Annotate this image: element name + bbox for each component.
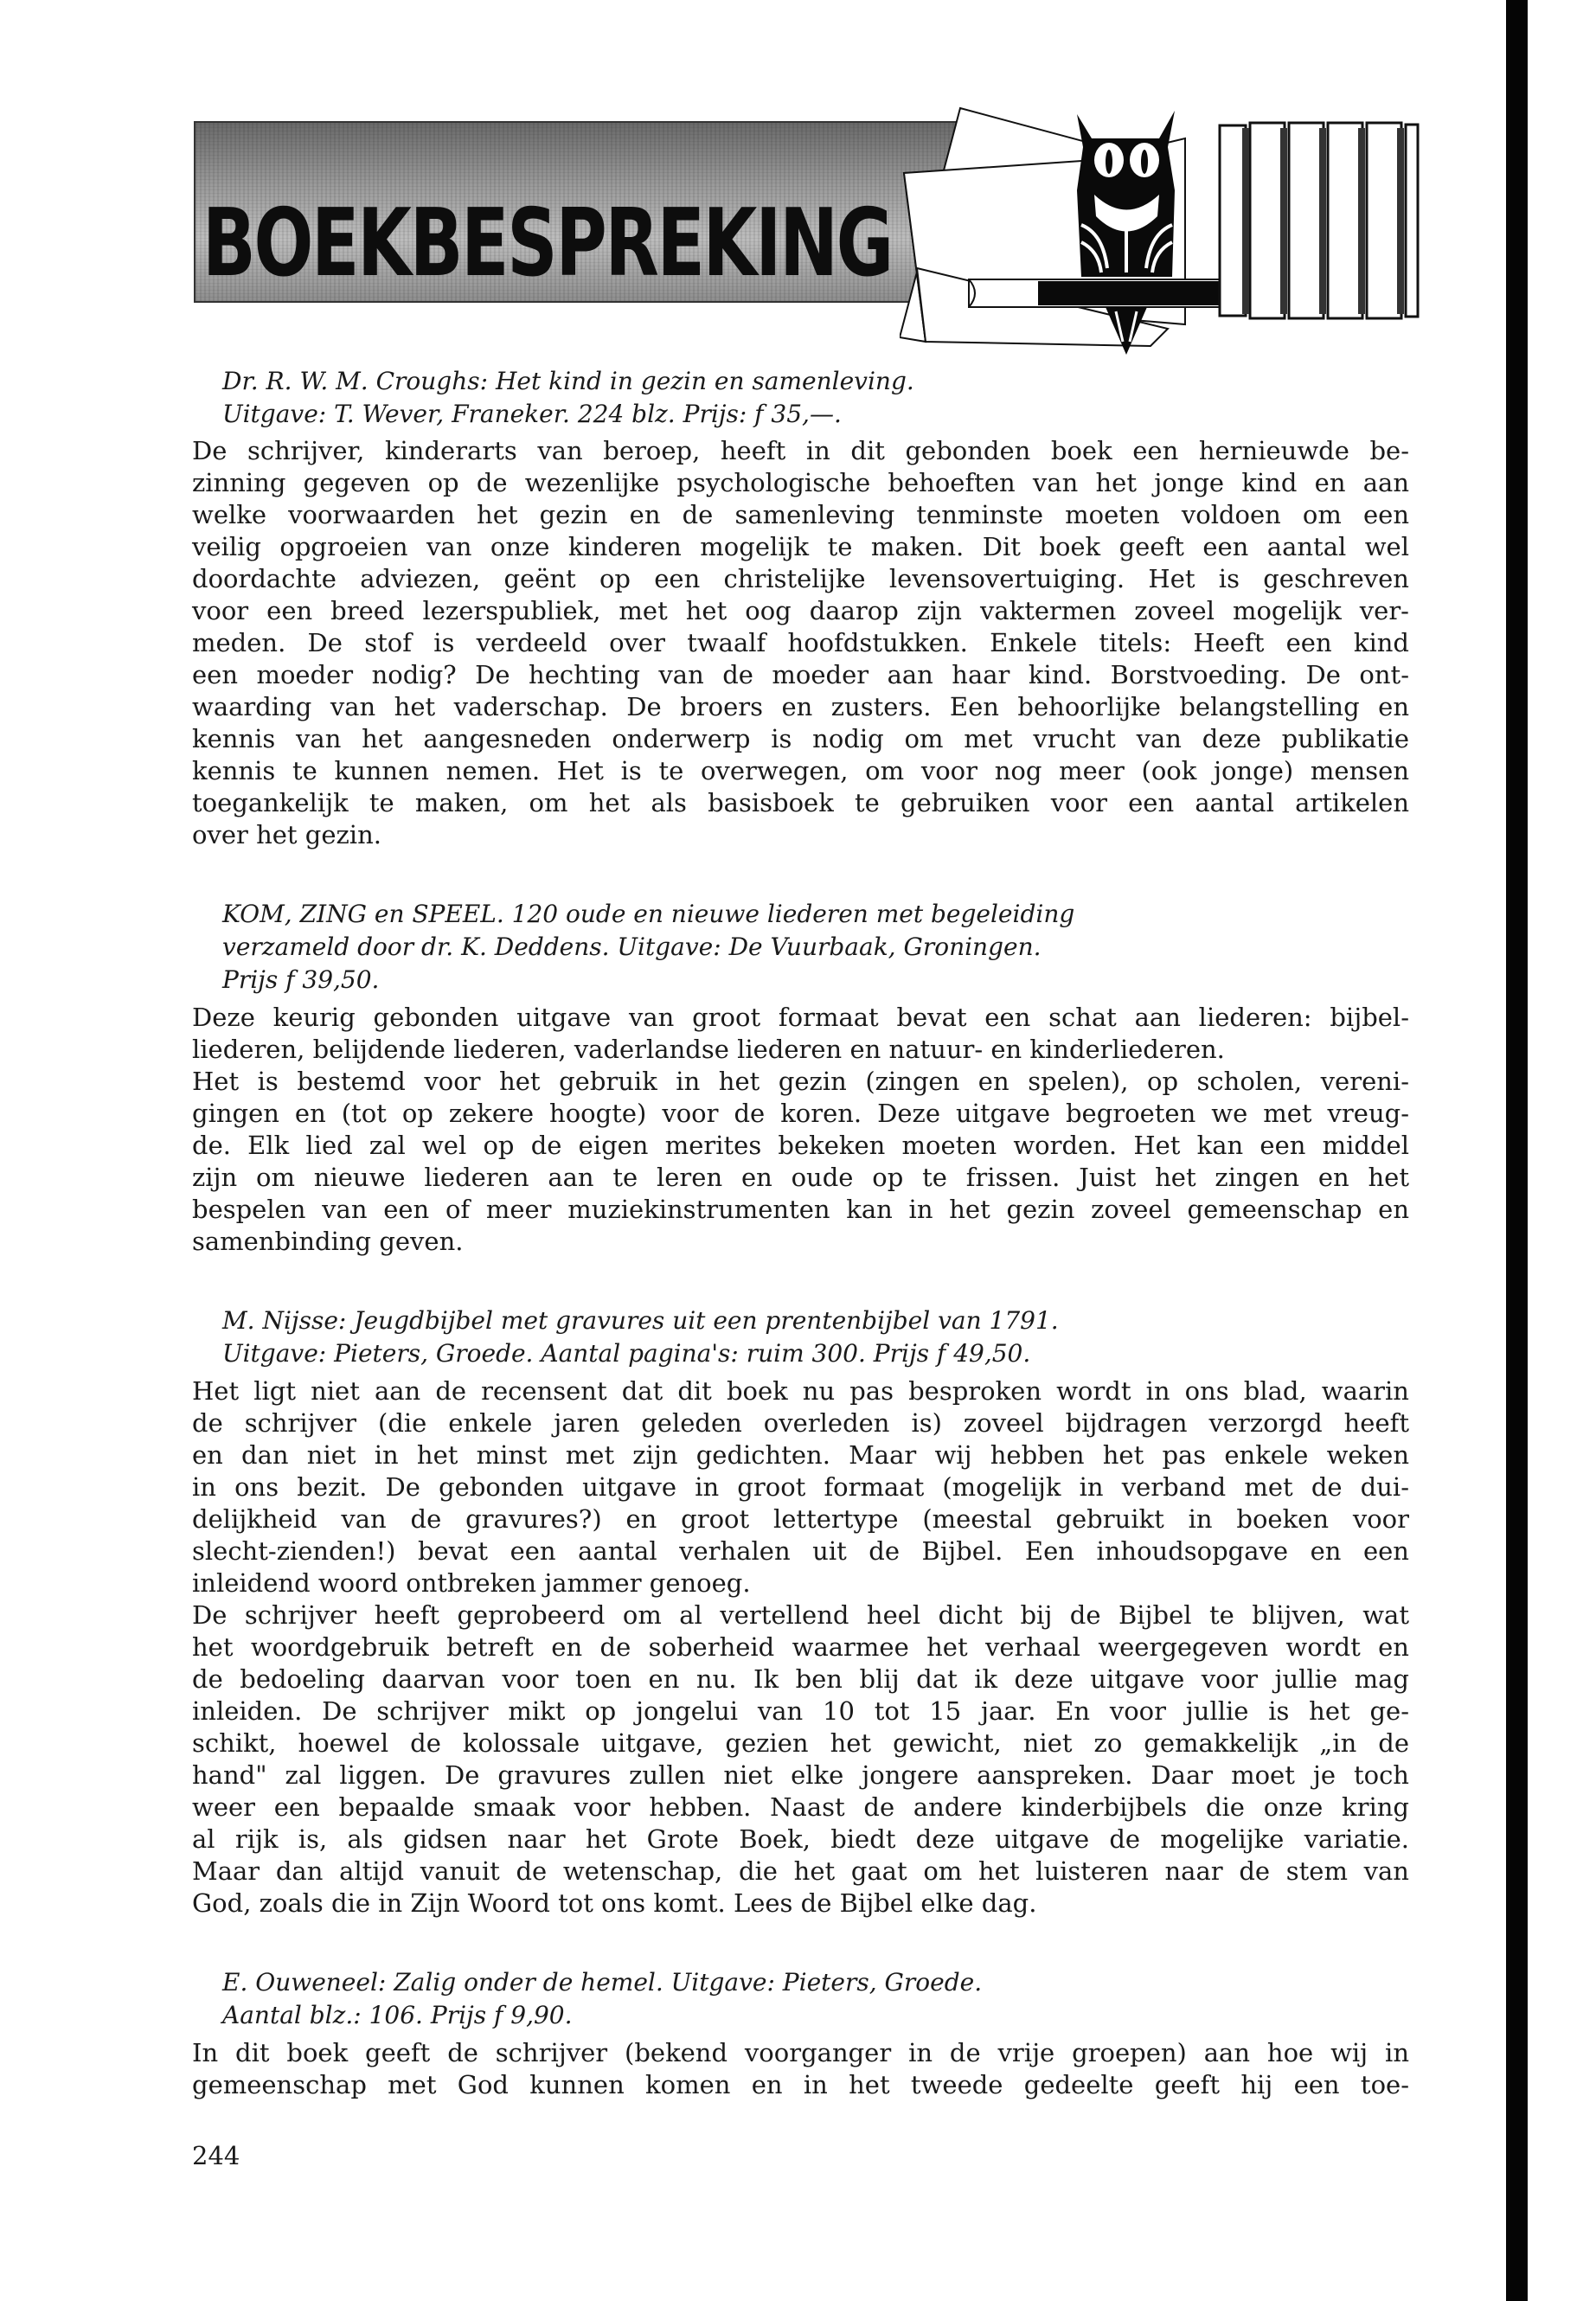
review-3-body-line: weer een bepaalde smaak voor hebben. Naast de andere kinderbijbels die onze kring — [192, 1792, 1409, 1822]
review-3-body-line: de bedoeling daarvan voor toen en nu. Ik ben blij dat ik deze uitgave voor jullie mag — [192, 1664, 1409, 1694]
review-3-body-line: het woordgebruik betreft en de soberheid waarmee het verhaal weergegeven wordt en — [192, 1632, 1409, 1662]
review-3-body-line: God, zoals die in Zijn Woord tot ons komt. Lees de Bijbel elke dag. — [192, 1888, 1037, 1918]
review-3-body-line: inleiden. De schrijver mikt op jongelui van 10 tot 15 jaar. En voor jullie is het ge- — [192, 1696, 1409, 1726]
review-1-body-line: kennis van het aangesneden onderwerp is nodig om met vrucht van deze publikatie — [192, 724, 1409, 753]
review-3-body-line: Maar dan altijd vanuit de wetenschap, die het gaat om het luisteren naar de stem van — [192, 1856, 1409, 1886]
review-4-body-line: In dit boek geeft de schrijver (bekend voorganger in de vrije groepen) aan hoe wij in — [192, 2038, 1409, 2067]
review-2-citation-line: Prijs f 39,50. — [222, 965, 380, 994]
review-2-body-line: samenbinding geven. — [192, 1227, 464, 1256]
review-1-body-line: doordachte adviezen, geënt op een christelijke levensovertuiging. Het is geschreven — [192, 564, 1409, 593]
review-3-body-line: in ons bezit. De gebonden uitgave in groot formaat (mogelijk in verband met de dui- — [192, 1472, 1409, 1502]
review-4-citation-line: E. Ouweneel: Zalig onder de hemel. Uitgave: Pieters, Groede. — [222, 1968, 983, 1997]
review-2-citation-line: KOM, ZING en SPEEL. 120 oude en nieuwe liederen met begeleiding — [222, 900, 1075, 928]
page-number: 244 — [192, 2141, 240, 2170]
banner-texture-plate — [194, 121, 981, 303]
review-3-body-line: Het ligt niet aan de recensent dat dit boek nu pas besproken wordt in ons blad, waarin — [192, 1376, 1409, 1406]
review-3-citation-line: M. Nijsse: Jeugdbijbel met gravures uit een prentenbijbel van 1791. — [222, 1306, 1059, 1335]
scan-edge-bar — [1506, 0, 1528, 2301]
review-1-body-line: voor een breed lezerspubliek, met het oog daarop zijn vaktermen zoveel mogelijk ver- — [192, 596, 1409, 625]
review-2-body-line: gingen en (tot op zekere hoogte) voor de koren. Deze uitgave begroeten we met vreug- — [192, 1099, 1409, 1128]
review-2-body-line: bespelen van een of meer muziekinstrumenten kan in het gezin zoveel gemeenschap en — [192, 1195, 1409, 1224]
review-2-body-line: zijn om nieuwe liederen aan te leren en oude op te frissen. Juist het zingen en het — [192, 1163, 1409, 1192]
review-3-body-line: slecht-zienden!) bevat een aantal verhalen uit de Bijbel. Een inhoudsopgave en een — [192, 1536, 1409, 1566]
review-1-body-line: kennis te kunnen nemen. Het is te overwegen, om voor nog meer (ook jonge) mensen — [192, 756, 1409, 785]
review-1-body-line: zinning gegeven op de wezenlijke psychologische behoeften van het jonge kind en aan — [192, 468, 1409, 497]
review-3-body-line: delijkheid van de gravures?) en groot lettertype (meestal gebruikt in boeken voor — [192, 1504, 1409, 1534]
review-2-citation-line: verzameld door dr. K. Deddens. Uitgave: De Vuurbaak, Groningen. — [222, 933, 1042, 961]
review-2-body-line: Deze keurig gebonden uitgave van groot formaat bevat een schat aan liederen: bijbel- — [192, 1003, 1409, 1032]
review-1-citation-line: Dr. R. W. M. Croughs: Het kind in gezin en samenleving. — [222, 367, 914, 395]
review-2-body-line: de. Elk lied zal wel op de eigen merites bekeken moeten worden. Het kan een middel — [192, 1131, 1409, 1160]
review-1-body-line: veilig opgroeien van onze kinderen mogelijk te maken. Dit boek geeft een aantal wel — [192, 532, 1409, 561]
review-1-body-line: welke voorwaarden het gezin en de samenleving tenminste moeten voldoen om een — [192, 500, 1409, 529]
review-3-body-line: de schrijver (die enkele jaren geleden overleden is) zoveel bijdragen verzorgd heeft — [192, 1408, 1409, 1438]
section-title: BOEKBESPREKING — [202, 189, 892, 298]
review-4-body-line: gemeenschap met God kunnen komen en in het tweede gedeelte geeft hij een toe- — [192, 2070, 1409, 2099]
review-1-body-line: De schrijver, kinderarts van beroep, heeft in dit gebonden boek een hernieuwde be- — [192, 436, 1409, 465]
review-1-body-line: een moeder nodig? De hechting van de moeder aan haar kind. Borstvoeding. De ont- — [192, 660, 1409, 689]
review-1-citation-line: Uitgave: T. Wever, Franeker. 224 blz. Prijs: f 35,—. — [222, 400, 842, 428]
review-1-body-line: toegankelijk te maken, om het als basisboek te gebruiken voor een aantal artikelen — [192, 788, 1409, 817]
review-1-body-line: over het gezin. — [192, 820, 381, 849]
review-3-body-line: inleidend woord ontbreken jammer genoeg. — [192, 1568, 751, 1598]
review-2-body-line: Het is bestemd voor het gebruik in het gezin (zingen en spelen), op scholen, vereni- — [192, 1067, 1409, 1096]
review-1-body-line: waarding van het vaderschap. De broers en zusters. Een behoorlijke belangstelling en — [192, 692, 1409, 721]
review-3-body-line: schikt, hoewel de kolossale uitgave, gezien het gewicht, niet zo gemakkelijk „in de — [192, 1728, 1409, 1758]
review-1-body-line: meden. De stof is verdeeld over twaalf hoofdstukken. Enkele titels: Heeft een kind — [192, 628, 1409, 657]
review-3-body-line: al rijk is, als gidsen naar het Grote Boek, biedt deze uitgave de mogelijke variatie. — [192, 1824, 1409, 1854]
review-3-body-line: De schrijver heeft geprobeerd om al vertellend heel dicht bij de Bijbel te blijven, wat — [192, 1600, 1409, 1630]
owl-on-books-icon — [900, 95, 1436, 363]
review-3-citation-line: Uitgave: Pieters, Groede. Aantal pagina's: ruim 300. Prijs f 49,50. — [222, 1339, 1031, 1368]
review-2-body-line: liederen, belijdende liederen, vaderlandse liederen en natuur- en kinderliederen. — [192, 1035, 1225, 1064]
review-3-body-line: en dan niet in het minst met zijn gedichten. Maar wij hebben het pas enkele weken — [192, 1440, 1409, 1470]
review-3-body-line: hand" zal liggen. De gravures zullen niet elke jongere aanspreken. Daar moet je toch — [192, 1760, 1409, 1790]
review-4-citation-line: Aantal blz.: 106. Prijs f 9,90. — [222, 2001, 573, 2029]
